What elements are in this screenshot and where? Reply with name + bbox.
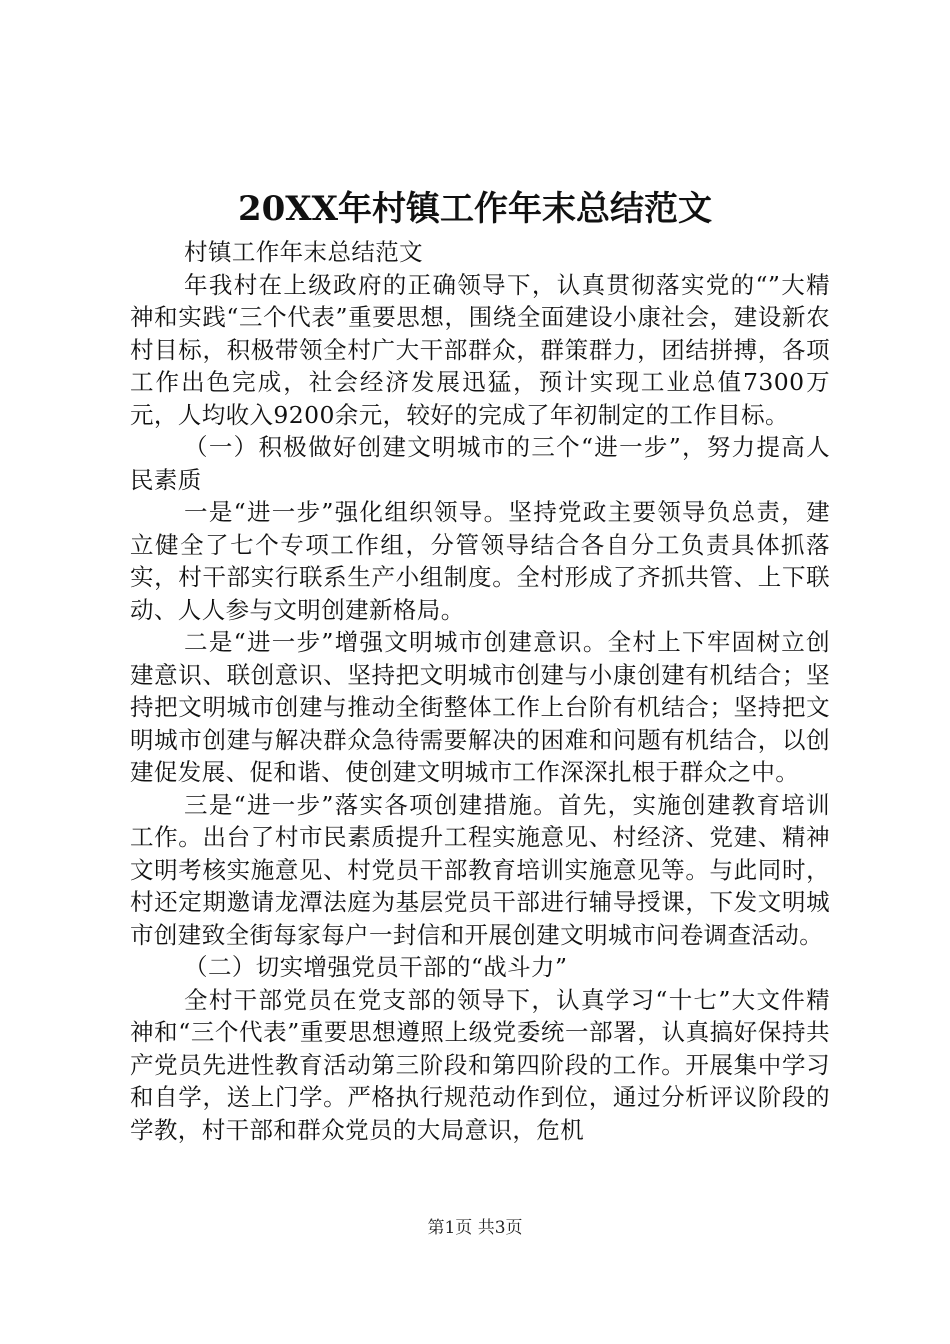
section-heading-2: （二）切实增强党员干部的“战斗力” — [184, 953, 568, 981]
intro-paragraph: 年我村在上级政府的正确领导下，认真贯彻落实党的“”大精神和实践“三个代表”重要思想，围绕全面建设小康社会，建设新农村目标，积极带领全村广大干部群众，群策群力，团结拼搏，各项工作出色完成，社会经济发展迅猛，预计实现工业总值7300万元，人均收入9200余元，较好的完成了年初制定的工作目标。 — [130, 270, 830, 429]
body-paragraph: 三是“进一步”落实各项创建措施。首先，实施创建教育培训工作。出台了村市民素质提升工程实施意见、村经济、党建、精神文明考核实施意见、村党员干部教育培训实施意见等。与此同时，村还定期邀请龙潭法庭为基层党员干部进行辅导授课，下发文明城市创建致全街每家每户一封信和开展创建文明城市问卷调查活动。 — [130, 790, 830, 949]
section-heading-1: （一）积极做好创建文明城市的三个“进一步”，努力提高人民素质 — [130, 433, 830, 494]
body-paragraph: 一是“进一步”强化组织领导。坚持党政主要领导负总责，建立健全了七个专项工作组，分管领导结合各自分工负责具体抓落实，村干部实行联系生产小组制度。全村形成了齐抓共管、上下联动、人人参与文明创建新格局。 — [130, 498, 830, 624]
document-body — [130, 236, 830, 1146]
body-paragraph: 二是“进一步”增强文明城市创建意识。全村上下牢固树立创建意识、联创意识、坚持把文明城市创建与小康创建有机结合；坚持把文明城市创建与推动全街整体工作上台阶有机结合；坚持把文明城市创建与解决群众急待需要解决的困难和问题有机结合，以创建促发展、促和谐、使创建文明城市工作深深扎根于群众之中。 — [130, 628, 830, 786]
subtitle-paragraph: 村镇工作年末总结范文 — [184, 238, 424, 266]
body-paragraph: 全村干部党员在党支部的领导下，认真学习“十七”大文件精神和“三个代表”重要思想遵照上级党委统一部署，认真搞好保持共产党员先进性教育活动第三阶段和第四阶段的工作。开展集中学习和自学，送上门学。严格执行规范动作到位，通过分析评议阶段的学教，村干部和群众党员的大局意识，危机 — [130, 985, 830, 1144]
page-number: 第1页 共3页 — [427, 1218, 523, 1238]
document-title: 20XX年村镇工作年末总结范文 — [237, 189, 713, 229]
